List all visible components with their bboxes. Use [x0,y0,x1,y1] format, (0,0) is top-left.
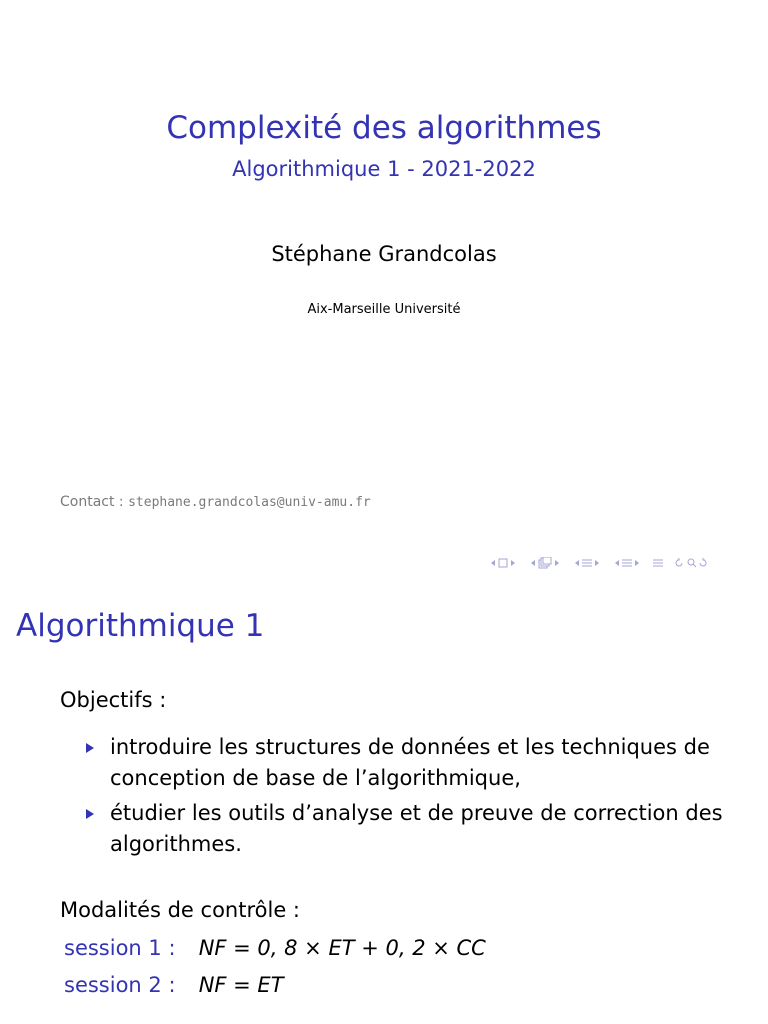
session-formula: NF = 0, 8 × ET + 0, 2 × CC [198,936,486,960]
contact-email[interactable]: stephane.grandcolas@univ-amu.fr [128,495,371,510]
triangle-bullet-icon [86,743,94,753]
presentation-subtitle: Algorithmique 1 - 2021-2022 [232,157,536,181]
contact-label: Contact : [60,494,124,510]
session-label: session 2 : [64,973,176,997]
search-back-forward-icon[interactable] [674,557,708,569]
frame-nav-icon[interactable] [488,558,518,568]
section-nav-icon[interactable] [572,558,602,568]
beamer-navigation-bar [488,555,718,571]
list-item: étudier les outils d’analyse et de preuve de correction des algorithmes. [84,798,724,860]
triangle-bullet-icon [86,809,94,819]
session-label: session 1 : [64,936,176,960]
session-row [64,936,486,960]
subsection-nav-icon[interactable] [528,557,562,569]
objectives-list [84,732,724,864]
subsection-list-nav-icon[interactable] [612,558,642,568]
frame-title: Algorithmique 1 [16,608,265,644]
session-row [64,973,284,997]
course-slide [0,576,768,1024]
contact-line [60,494,371,510]
presentation-title: Complexité des algorithmes [166,110,602,146]
objectives-heading: Objectifs : [60,688,167,712]
institute-name: Aix-Marseille Université [307,302,461,317]
session-formula: NF = ET [198,973,284,997]
align-icon[interactable] [652,558,664,568]
author-name: Stéphane Grandcolas [271,242,497,266]
list-item: introduire les structures de données et les techniques de conception de base de l’algorithmique, [84,732,724,794]
modalities-heading: Modalités de contrôle : [60,898,300,922]
